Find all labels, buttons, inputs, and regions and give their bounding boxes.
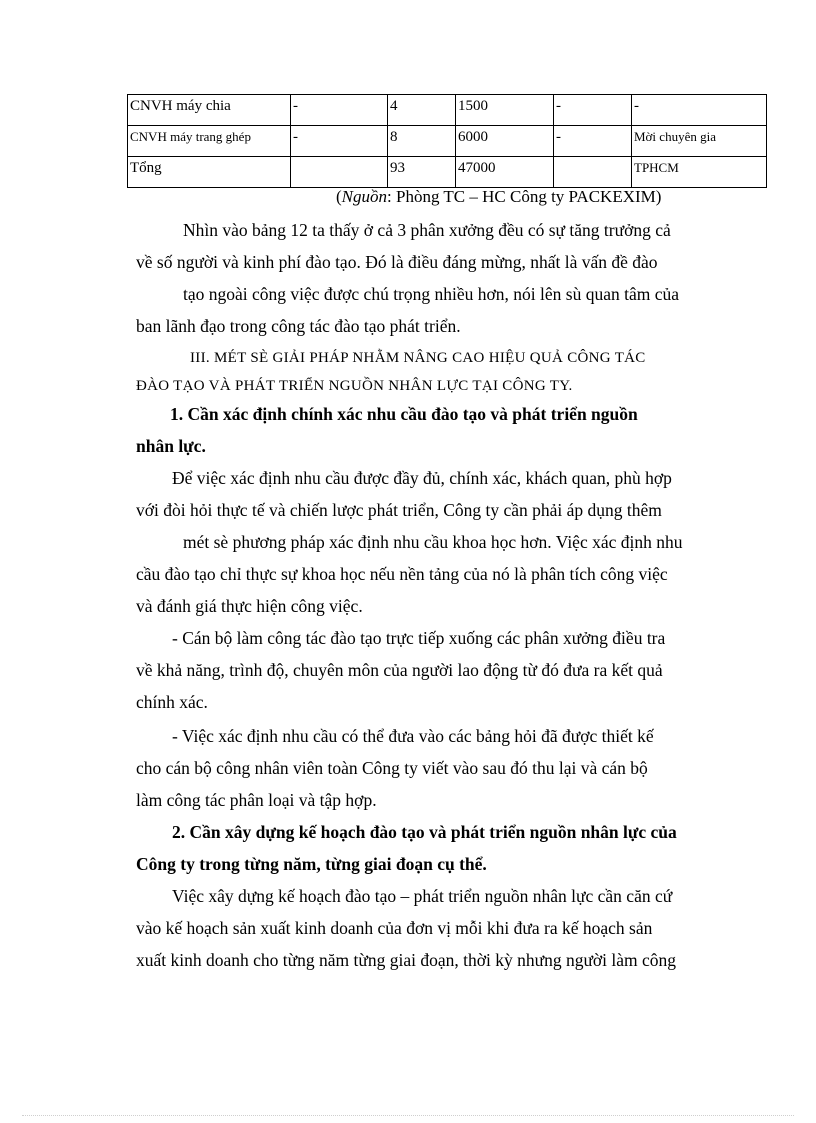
table-cell: 1500: [456, 95, 554, 126]
table-cell: 4: [388, 95, 456, 126]
subsection-heading-2: 2. Cần xây dựng kế hoạch đào tạo và phát triển nguồn nhân lực của: [172, 822, 677, 842]
paragraph-line: ban lãnh đạo trong công tác đào tạo phát triển.: [136, 316, 461, 336]
paragraph-line: về số người và kinh phí đào tạo. Đó là điều đáng mừng, nhất là vấn đề đào: [136, 252, 658, 272]
table-cell: [291, 157, 388, 188]
paragraph-line: Để việc xác định nhu cầu được đầy đủ, chính xác, khách quan, phù hợp: [172, 468, 672, 488]
table-cell: [554, 157, 632, 188]
table-cell: -: [554, 95, 632, 126]
table-cell: -: [554, 126, 632, 157]
section-heading-3: ĐÀO TẠO VÀ PHÁT TRIỂN NGUỒN NHÂN LỰC TẠI CÔNG TY.: [136, 378, 573, 394]
table-cell: 6000: [456, 126, 554, 157]
paragraph-line: xuất kinh doanh cho từng năm từng giai đoạn, thời kỳ nhưng người làm công: [136, 950, 677, 970]
source-label: Nguồn: [341, 187, 388, 206]
paragraph-line: làm công tác phân loại và tập hợp.: [136, 790, 377, 810]
paragraph-line: - Cán bộ làm công tác đào tạo trực tiếp xuống các phân xưởng điều tra: [172, 628, 666, 648]
section-heading-3: III. MÉT SÈ GIẢI PHÁP NHẰM NÂNG CAO HIỆU QUẢ CÔNG TÁC: [190, 350, 646, 366]
paragraph-line: cầu đào tạo chỉ thực sự khoa học nếu nền tảng của nó là phân tích công việc: [136, 564, 668, 584]
table-cell: Tổng: [128, 157, 291, 188]
table-cell: Mời chuyên gia: [632, 126, 767, 157]
paragraph-line: vào kế hoạch sản xuất kinh doanh của đơn vị mỗi khi đưa ra kế hoạch sản: [136, 918, 653, 938]
table-source: (Nguồn: Phòng TC – HC Công ty PACKEXIM): [336, 187, 662, 206]
paragraph-line: tạo ngoài công việc được chú trọng nhiều hơn, nói lên sù quan tâm của: [183, 284, 679, 304]
table-cell: CNVH máy trang ghép: [128, 126, 291, 157]
paragraph-line: chính xác.: [136, 692, 208, 712]
subsection-heading-2: Công ty trong từng năm, từng giai đoạn cụ thể.: [136, 854, 487, 874]
table-cell: 8: [388, 126, 456, 157]
table-cell: 47000: [456, 157, 554, 188]
table-cell: 93: [388, 157, 456, 188]
training-table: [127, 94, 767, 188]
table-cell: CNVH máy chia: [128, 95, 291, 126]
table-cell: -: [632, 95, 767, 126]
paragraph-line: với đòi hỏi thực tế và chiến lược phát triển, Công ty cần phải áp dụng thêm: [136, 500, 662, 520]
page-bottom-divider: [22, 1115, 794, 1116]
subsection-heading-1: nhân lực.: [136, 436, 206, 456]
paragraph-line: mét sè phương pháp xác định nhu cầu khoa học hơn. Việc xác định nhu: [183, 532, 683, 552]
table-cell: -: [291, 126, 388, 157]
table-cell: TPHCM: [632, 157, 767, 188]
paragraph-line: và đánh giá thực hiện công việc.: [136, 596, 363, 616]
paragraph-line: Nhìn vào bảng 12 ta thấy ở cả 3 phân xưởng đều có sự tăng trưởng cả: [183, 220, 671, 240]
paragraph-line: Việc xây dựng kế hoạch đào tạo – phát triển nguồn nhân lực cần căn cứ: [172, 886, 673, 906]
subsection-heading-1: 1. Cần xác định chính xác nhu cầu đào tạo và phát triển nguồn: [170, 404, 638, 424]
table-row: [128, 126, 767, 157]
table-row: [128, 95, 767, 126]
table-row: [128, 157, 767, 188]
paragraph-line: - Việc xác định nhu cầu có thể đưa vào các bảng hỏi đã được thiết kế: [172, 726, 654, 746]
paragraph-line: cho cán bộ công nhân viên toàn Công ty viết vào sau đó thu lại và cán bộ: [136, 758, 648, 778]
table-cell: -: [291, 95, 388, 126]
paragraph-line: về khả năng, trình độ, chuyên môn của người lao động từ đó đưa ra kết quả: [136, 660, 663, 680]
